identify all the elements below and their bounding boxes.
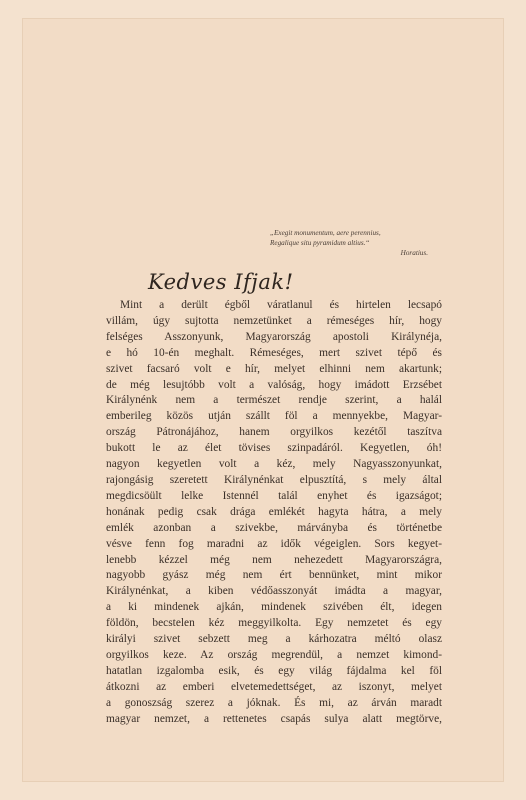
body-line: a gonoszság szerez a jóknak. És mi, az árván maradt — [106, 696, 442, 709]
body-line: Királynénk nem a természet rendje szerint, a halál — [106, 394, 442, 407]
body-line: felséges Asszonyunk, Magyarország apostoli Királynéja, — [106, 330, 442, 343]
body-line: de még lesujtóbb volt a valóság, hogy imádott Erzsébet — [106, 378, 442, 391]
body-line: orgyilkos keze. Az ország megrendül, a nemzet kimond- — [106, 648, 442, 661]
body-line: rajongásig szeretett Királynénkat elpusztítá, s mely által — [106, 473, 442, 486]
body-line: Királynénkat, a kiben védőasszonyát imádta a magyar, — [106, 585, 442, 598]
body-line: e hó 10-én meghalt. Rémeséges, mert szivet tépő és — [106, 346, 442, 359]
letter-heading: Kedves Ifjak! — [148, 270, 294, 294]
body-line: magyar nemzet, a rettenetes csapás sulya alatt megtörve, — [106, 712, 442, 725]
body-text — [106, 298, 442, 727]
body-line: nagyon kegyetlen volt a kéz, mely Nagyasszonyunkat, — [106, 458, 442, 471]
body-line: a ki mindenek ajkán, mindenek szivében élt, idegen — [106, 601, 442, 614]
body-line: honának pedig csak drága emlékét hagyta hátra, a mely — [106, 505, 442, 518]
body-line: földön, becstelen kéz meggyilkolta. Egy nemzetet és egy — [106, 617, 442, 630]
body-line: lenebb kézzel még nem nehezedett Magyarországra, — [106, 553, 442, 566]
body-line: ország Pátronájához, hanem orgyilkos kezétől taszítva — [106, 426, 442, 439]
body-line: emberileg közös utján szállt föl a mennyekbe, Magyar- — [106, 410, 442, 423]
body-line: emlék azonban a szivekbe, márványba és történetbe — [106, 521, 442, 534]
epigraph — [270, 228, 442, 258]
body-line: Mint a derült égből váratlanul és hirtelen lecsapó — [120, 299, 442, 311]
epigraph-author: Horatius. — [400, 249, 428, 257]
body-line: bukott le az élet tövises szinpadáról. Kegyetlen, óh! — [106, 442, 442, 455]
body-line: villám, úgy sujtotta nemzetünket a rémeséges hír, hogy — [106, 314, 442, 327]
body-line: nagyobb gyász még nem ért bennünket, mint mikor — [106, 569, 442, 582]
body-line: királyi szivet sebzett meg a kárhozatra méltó olasz — [106, 633, 442, 646]
body-line: vésve fenn fog maradni az idők végeiglen. Sors kegyet- — [106, 537, 442, 550]
body-line: hatatlan izgalomba esik, és egy világ fájdalma kel föl — [106, 664, 442, 677]
body-line: szivet facsaró volt e hír, melyet elhinni nem akartunk; — [106, 362, 442, 375]
body-line: megdicsöült lelke Istennél talál enyhet és igazságot; — [106, 489, 442, 502]
epigraph-line: „Exegit monumentum, aere perennius, — [270, 229, 381, 237]
body-line: átkozni az emberi elvetemedettséget, az iszonyt, melyet — [106, 680, 442, 693]
epigraph-line: Regalique situ pyramidum altius.“ — [270, 239, 370, 247]
